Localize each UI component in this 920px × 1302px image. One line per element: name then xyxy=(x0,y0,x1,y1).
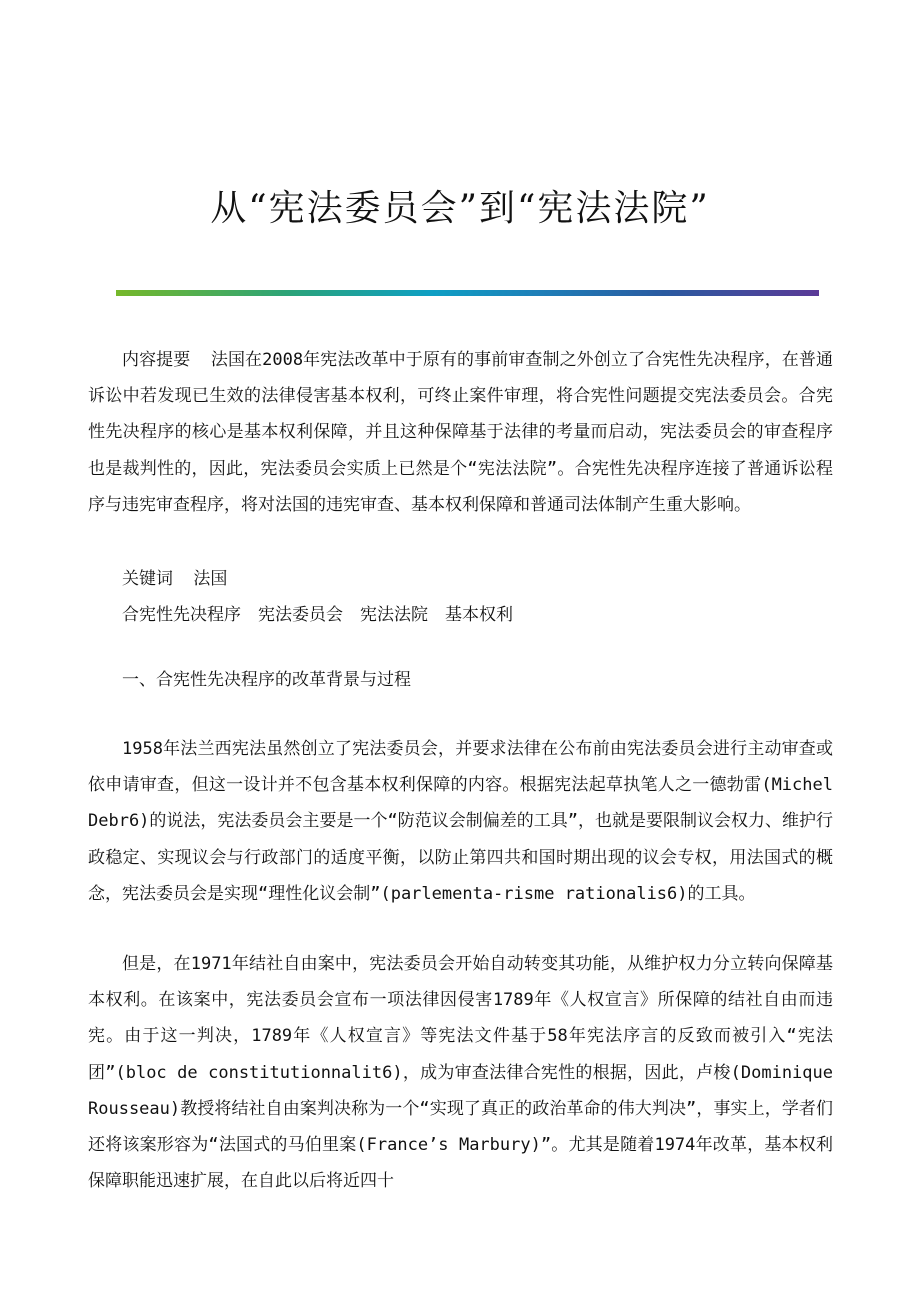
keywords-label: 关键词 xyxy=(122,569,173,589)
abstract-label: 内容提要 xyxy=(122,350,191,370)
abstract-paragraph xyxy=(88,342,833,523)
keywords-line xyxy=(88,561,833,597)
section1-heading: 一、合宪性先决程序的改革背景与过程 xyxy=(122,670,411,690)
body-paragraph-2: 但是，在1971年结社自由案中，宪法委员会开始自动转变其功能，从维护权力分立转向保障基本权利。在该案中，宪法委员会宣布一项法律因侵害1789年《人权宣言》所保障的结社自由而违宪。由于这一判决，1789年《人权宣言》等宪法文件基于58年宪法序言的反致而被引入“宪法团”(bloc de constitutionnalit6)，成为审查法律合宪性的根据，因此，卢梭(Dominique Rousseau)教授将结社自由案判决称为一个“实现了真正的政治革命的伟大判决”，事实上，学者们还将该案形容为“法国式的马伯里案(France’s Marbury)”。尤其是随着1974年改革，基本权利保障职能迅速扩展，在自此以后将近四十 xyxy=(88,954,833,1192)
keywords-rest: 合宪性先决程序 宪法委员会 宪法法院 基本权利 xyxy=(122,605,513,625)
body-paragraph-1: 1958年法兰西宪法虽然创立了宪法委员会，并要求法律在公布前由宪法委员会进行主动审查或依申请审查，但这一设计并不包含基本权利保障的内容。根据宪法起草执笔人之一德勃雷(Michel Debr6)的说法，宪法委员会主要是一个“防范议会制偏差的工具”，也就是要限制议会权力、维护行政稳定、实现议会与行政部门的适度平衡，以防止第四共和国时期出现的议会专权，用法国式的概念，宪法委员会是实现“理性化议会制”(parlementa-risme rationalis6)的工具。 xyxy=(88,739,833,904)
abstract-block xyxy=(88,342,833,523)
keywords-list xyxy=(88,597,833,633)
keyword-first: 法国 xyxy=(193,569,228,589)
abstract-text: 法国在2008年宪法改革中于原有的事前审查制之外创立了合宪性先决程序，在普通诉讼中若发现已生效的法律侵害基本权利，可终止案件审理，将合宪性问题提交宪法委员会。合宪性先决程序的核心是基本权利保障，并且这种保障基于法律的考量而启动，宪法委员会的审查程序也是裁判性的，因此，宪法委员会实质上已然是个“宪法法院”。合宪性先决程序连接了普通诉讼程序与违宪审查程序，将对法国的违宪审查、基本权利保障和普通司法体制产生重大影响。 xyxy=(88,350,833,515)
document-title: 从“宪法委员会”到“宪法法院” xyxy=(210,188,710,229)
title-divider xyxy=(116,290,819,296)
section-heading xyxy=(88,662,833,698)
